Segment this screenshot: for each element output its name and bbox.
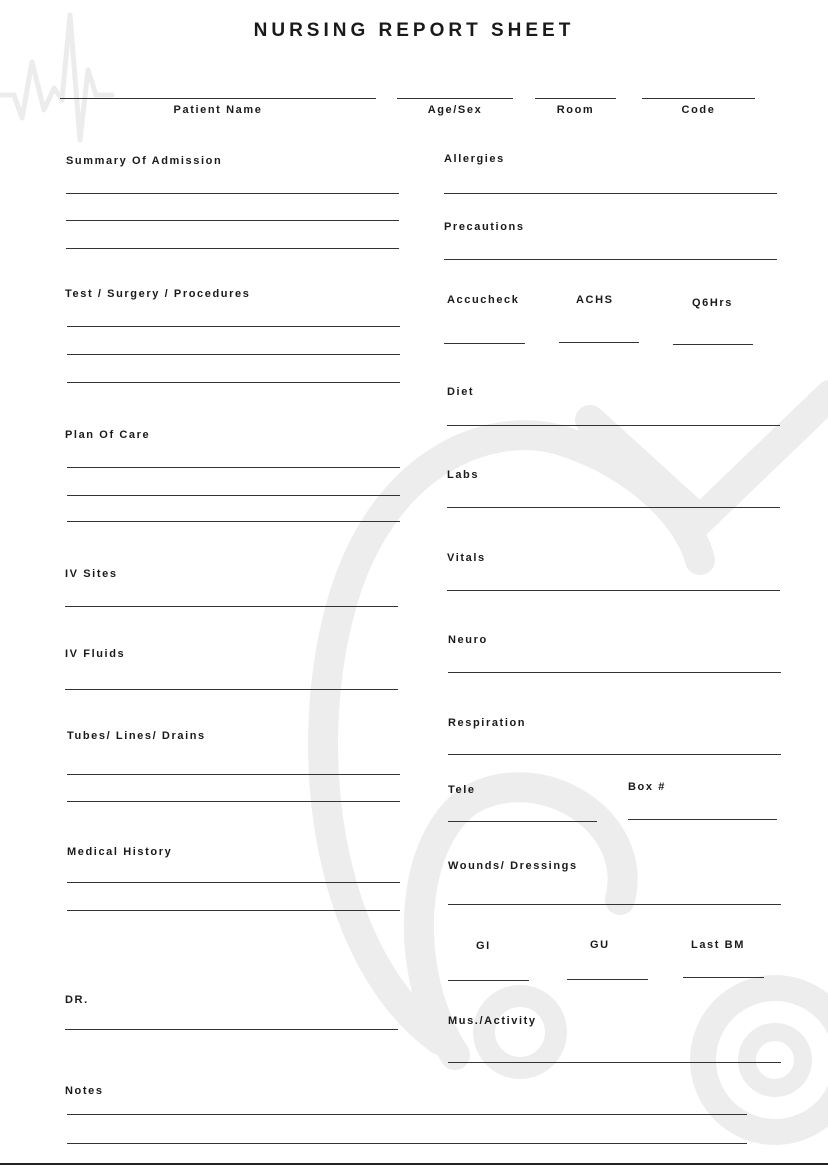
- tubes-line-2[interactable]: [67, 801, 400, 802]
- precautions-label: Precautions: [444, 221, 525, 233]
- room-line[interactable]: [535, 98, 616, 99]
- plan-line-1[interactable]: [67, 467, 400, 468]
- vitals-label: Vitals: [447, 552, 486, 564]
- q6hrs-line[interactable]: [673, 344, 753, 345]
- notes-line-1[interactable]: [67, 1114, 747, 1115]
- allergies-label: Allergies: [444, 153, 505, 165]
- respiration-label: Respiration: [448, 717, 527, 729]
- iv-sites-line[interactable]: [65, 606, 398, 607]
- tests-line-3[interactable]: [67, 382, 400, 383]
- code-label: Code: [681, 104, 716, 116]
- tests-line-1[interactable]: [67, 326, 400, 327]
- history-line-2[interactable]: [67, 910, 400, 911]
- last-bm-label: Last BM: [691, 939, 745, 951]
- summary-line-3[interactable]: [66, 248, 399, 249]
- medical-history-label: Medical History: [67, 846, 173, 858]
- age-sex-line[interactable]: [397, 98, 513, 99]
- tubes-line-1[interactable]: [67, 774, 400, 775]
- accucheck-label: Accucheck: [447, 294, 520, 306]
- iv-fluids-label: IV Fluids: [65, 648, 126, 660]
- last-bm-line[interactable]: [683, 977, 764, 978]
- vitals-line[interactable]: [447, 590, 780, 591]
- respiration-line[interactable]: [448, 754, 781, 755]
- bottom-border: [0, 1163, 828, 1165]
- patient-name-line[interactable]: [60, 98, 376, 99]
- gi-label: GI: [476, 940, 491, 952]
- labs-label: Labs: [447, 469, 480, 481]
- box-number-label: Box #: [628, 781, 666, 793]
- summary-line-1[interactable]: [66, 193, 399, 194]
- summary-of-admission-label: Summary Of Admission: [66, 155, 223, 167]
- box-number-line[interactable]: [628, 819, 777, 820]
- gu-line[interactable]: [567, 979, 648, 980]
- wounds-line[interactable]: [448, 904, 781, 905]
- diet-label: Diet: [447, 386, 475, 398]
- plan-line-2[interactable]: [67, 495, 400, 496]
- iv-fluids-line[interactable]: [65, 689, 398, 690]
- q6hrs-label: Q6Hrs: [692, 297, 734, 309]
- neuro-label: Neuro: [448, 634, 488, 646]
- labs-line[interactable]: [447, 507, 780, 508]
- precautions-line[interactable]: [444, 259, 777, 260]
- mus-activity-label: Mus./Activity: [448, 1015, 537, 1027]
- achs-label: ACHS: [576, 294, 614, 306]
- code-line[interactable]: [642, 98, 755, 99]
- tests-line-2[interactable]: [67, 354, 400, 355]
- history-line-1[interactable]: [67, 882, 400, 883]
- diet-line[interactable]: [447, 425, 780, 426]
- tests-procedures-label: Test / Surgery / Procedures: [65, 288, 251, 300]
- page-title: NURSING REPORT SHEET: [253, 20, 575, 41]
- doctor-line[interactable]: [65, 1029, 398, 1030]
- mus-activity-line[interactable]: [448, 1062, 781, 1063]
- gi-line[interactable]: [448, 980, 529, 981]
- gu-label: GU: [590, 939, 610, 951]
- doctor-label: DR.: [65, 994, 89, 1006]
- tele-line[interactable]: [448, 821, 597, 822]
- plan-line-3[interactable]: [67, 521, 400, 522]
- summary-line-2[interactable]: [66, 220, 399, 221]
- plan-of-care-label: Plan Of Care: [65, 429, 151, 441]
- notes-label: Notes: [65, 1085, 104, 1097]
- age-sex-label: Age/Sex: [427, 104, 483, 116]
- notes-line-2[interactable]: [67, 1143, 747, 1144]
- allergies-line[interactable]: [444, 193, 777, 194]
- achs-line[interactable]: [559, 342, 639, 343]
- neuro-line[interactable]: [448, 672, 781, 673]
- iv-sites-label: IV Sites: [65, 568, 118, 580]
- tubes-lines-drains-label: Tubes/ Lines/ Drains: [67, 730, 206, 742]
- accucheck-line[interactable]: [444, 343, 525, 344]
- tele-label: Tele: [448, 784, 476, 796]
- wounds-dressings-label: Wounds/ Dressings: [448, 860, 578, 872]
- patient-name-label: Patient Name: [173, 104, 263, 116]
- room-label: Room: [556, 104, 595, 116]
